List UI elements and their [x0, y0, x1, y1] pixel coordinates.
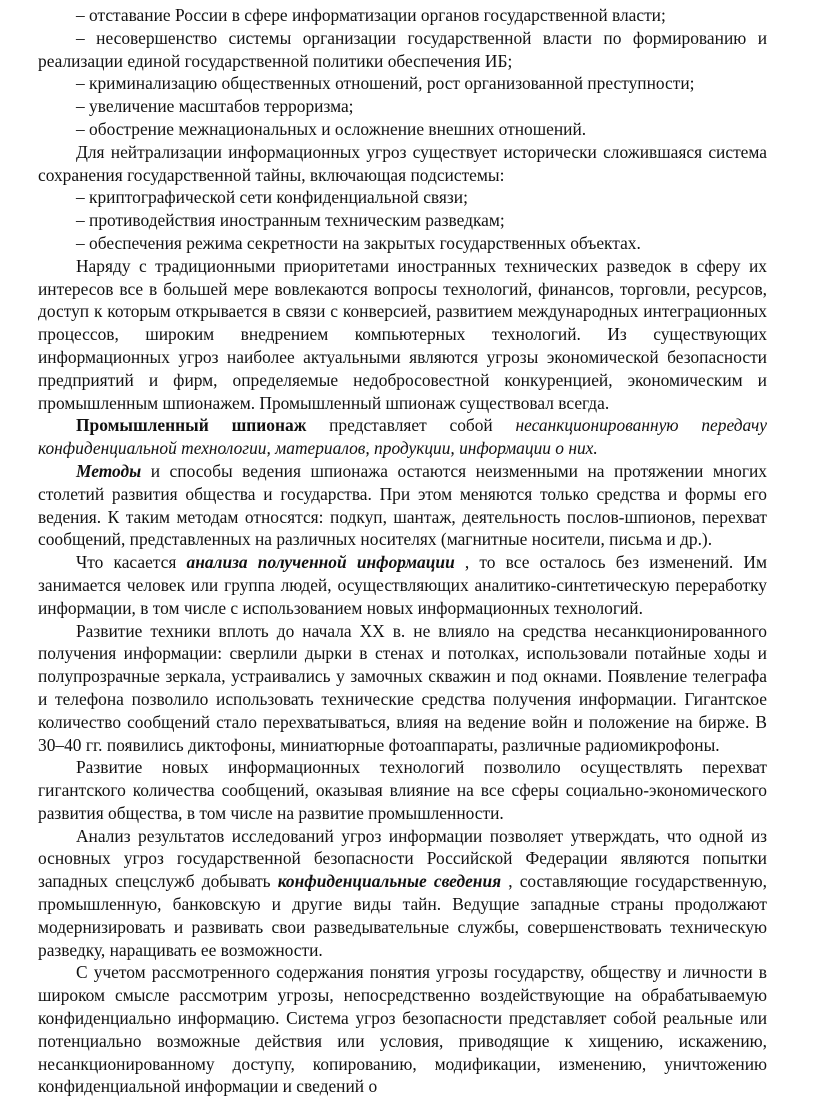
intro-item-3: – криминализацию общественных отношений, рост организованной преступности;	[76, 73, 695, 94]
subsystem-item-2: – противодействия иностранным техническим разведкам;	[76, 210, 505, 231]
subsystem-item-3: – обеспечения режима секретности на закрытых государственных объектах.	[76, 232, 641, 253]
intro-item-5: – обострение межнациональных и осложнение внешних отношений.	[76, 118, 587, 139]
subsystem-item-1: – криптографической сети конфиденциальной связи;	[76, 187, 468, 208]
methods-text: и способы ведения шпионажа остаются неизменными на протяжении многих столетий развития общества и государства. При этом меняются только средства и формы его ведения. К таким методам относятся: подкуп, шантаж, деятельность послов-шпионов, перехват сообщений, представленных на различных носителях (магнитные носители, письма и др.).	[38, 460, 767, 550]
espionage-definition: несанкционированную передачу конфиденциальной технологии, материалов, продукции, информации о них.	[38, 415, 768, 459]
analysis-lead: Что касается	[76, 552, 187, 573]
results-term: конфиденциальные сведения	[277, 871, 502, 892]
results-lead: Анализ результатов исследований угроз информации позволяет утверждать, что одной из основных угроз государственной безопасности Российской Федерации являются попытки западных спецслужб добывать	[38, 825, 767, 892]
analysis-text: , то все осталось без изменений. Им занимается человек или группа людей, осуществляющих аналитико-синтетическую переработку информации, в том числе с использованием новых информационных технологий.	[38, 552, 767, 618]
paragraph-priorities: Наряду с традиционными приоритетами иностранных технических разведок в сферу их интересов все в большей мере вовлекаются вопросы технологий, финансов, торговли, ресурсов, доступ к которым открывается в связи с конверсией, развитием международных интеграционных процессов, широким внедрением компьютерных технологий. Из существующих информационных угроз наиболее актуальными являются угрозы экономической безопасности предприятий и фирм, определяемые недобросовестной конкуренцией, экономическим и промышленным шпионажем. Промышленный шпионаж существовал всегда.	[38, 255, 767, 413]
results-text: , составляющие государственную, промышленную, банковскую и другие виды тайн. Ведущие западные страны продолжают модернизировать и развивать свои разведывательные службы, совершенствовать техническую разведку, наращивать ее возможности.	[38, 871, 767, 960]
espionage-connector: представляет собой	[306, 415, 516, 436]
intro-item-4: – увеличение масштабов терроризма;	[76, 96, 354, 117]
paragraph-research-results	[38, 825, 767, 962]
paragraph-new-technologies: Развитие новых информационных технологий позволило осуществлять перехват гигантского количества сообщений, оказывая влияние на все сферы социально-экономического развития общества, в том числе на развитие промышленности.	[38, 757, 767, 823]
paragraph-analysis	[38, 551, 767, 619]
analysis-term: анализа полученной информации	[186, 552, 455, 573]
intro-item-2: – несовершенство системы организации государственной власти по формированию и реализации единой государственной политики обеспечения ИБ;	[38, 27, 767, 71]
espionage-term: Промышленный шпионаж	[76, 415, 307, 436]
paragraph-neutralization: Для нейтрализации информационных угроз существует исторически сложившаяся система сохранения государственной тайны, включающая подсистемы:	[38, 141, 767, 185]
paragraph-espionage-definition	[38, 414, 767, 460]
methods-term: Методы	[76, 460, 142, 481]
intro-item-1: – отставание России в сфере информатизации органов государственной власти;	[76, 5, 666, 25]
paragraph-methods	[38, 460, 767, 551]
paragraph-threat-system: С учетом рассмотренного содержания понятия угрозы государству, обществу и личности в широком смысле рассмотрим угрозы, непосредственно воздействующие на обрабатываемую конфиденциально информацию. Система угроз безопасности представляет собой реальные или потенциально возможные действия или условия, приводящие к хищению, искажению, несанкционированному доступу, копированию, модификации, изменению, уничтожению конфиденциальной информации и сведений о	[38, 962, 767, 1097]
paragraph-history: Развитие техники вплоть до начала ХХ в. не влияло на средства несанкционированного получения информации: сверлили дырки в стенах и потолках, использовали потайные ходы и полупрозрачные зеркала, устраивались у замочных скважин и под окнами. Появление телеграфа и телефона позволило использовать технические средства получения информации. Гигантское количество сообщений стало перехватываться, влияя на ведение войн и положение на бирже. В 30–40 гг. появились диктофоны, миниатюрные фотоаппараты, различные радиомикрофоны.	[38, 620, 767, 755]
